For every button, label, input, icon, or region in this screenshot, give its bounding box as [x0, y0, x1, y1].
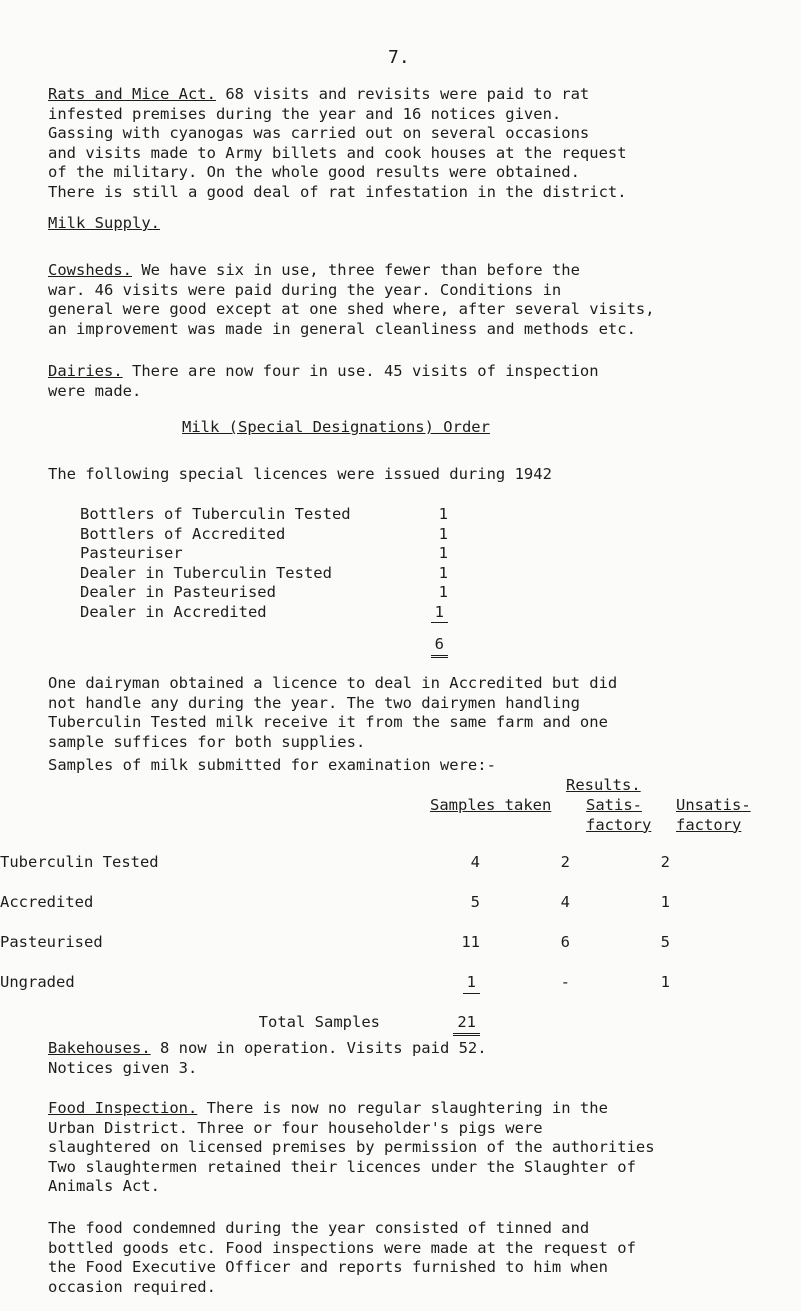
licence-row	[80, 525, 448, 545]
unsatisfactory-header-1: Unsatis-	[676, 796, 751, 814]
sample-row	[0, 973, 670, 1013]
licence-total-row	[80, 623, 448, 658]
rats-line: of the military. On the whole good results were obtained.	[48, 163, 580, 181]
bakehouses-line: Notices given 3.	[48, 1058, 198, 1077]
rats-line: infested premises during the year and 16 notices given.	[48, 104, 562, 123]
samples-intro: Samples of milk submitted for examination were:-	[48, 756, 496, 774]
sample-total-label: Total Samples	[258, 1013, 380, 1031]
sample-unsatisfactory: 5	[660, 933, 670, 951]
sample-type: Tuberculin Tested	[0, 853, 159, 871]
licence-count: 1	[438, 544, 448, 562]
designations-note	[48, 674, 778, 752]
designations-heading: Milk (Special Designations) Order	[182, 418, 490, 436]
licence-count: 1	[438, 583, 448, 601]
food-para2-line: occasion required.	[48, 1277, 216, 1296]
food-para2-line: bottled goods etc. Food inspections were made at the request of	[48, 1238, 636, 1257]
designations-intro-block	[48, 465, 778, 485]
dairies-heading: Dairies.	[48, 362, 123, 380]
rats-line: 68 visits and revisits were paid to rat	[215, 85, 590, 103]
food-para2-line: the Food Executive Officer and reports furnished to him when	[48, 1258, 608, 1276]
samples-taken-header: Samples taken	[430, 796, 552, 814]
licence-row	[80, 564, 448, 584]
food-line: Urban District. Three or four householder's pigs were	[48, 1118, 543, 1137]
licence-count: 1	[438, 563, 448, 582]
sample-row	[0, 893, 670, 933]
food-line: There is now no regular slaughtering in the	[197, 1099, 608, 1117]
sample-satisfactory: -	[560, 973, 570, 991]
food-para2-line: The food condemned during the year consisted of tinned and	[48, 1219, 590, 1237]
sample-unsatisfactory: 1	[660, 973, 670, 991]
licence-row	[80, 583, 448, 603]
rats-line: Gassing with cyanogas was carried out on several occasions	[48, 124, 590, 142]
sample-type: Pasteurised	[0, 933, 103, 951]
licence-name: Dealer in Pasteurised	[80, 583, 276, 601]
sample-type: Accredited	[0, 893, 94, 911]
designations-intro: The following special licences were issued during 1942	[48, 465, 552, 483]
milk-supply-heading: Milk Supply.	[48, 214, 160, 232]
page-number: 7.	[388, 47, 410, 68]
cowsheds-line: war. 46 visits were paid during the year. Conditions in	[48, 280, 562, 299]
bakehouses-heading: Bakehouses.	[48, 1039, 151, 1057]
dairies-line: There are now four in use. 45 visits of inspection	[122, 362, 599, 380]
rats-section	[48, 85, 778, 202]
sample-satisfactory: 2	[560, 853, 570, 871]
licence-name: Bottlers of Tuberculin Tested	[80, 505, 351, 523]
satisfactory-header-1: Satis-	[586, 796, 642, 814]
cowsheds-heading: Cowsheds.	[48, 261, 132, 279]
milk-supply-section	[48, 214, 778, 234]
sample-unsatisfactory: 1	[660, 893, 670, 911]
licence-count: 1	[438, 524, 448, 543]
samples-table	[0, 853, 730, 1053]
cowsheds-section	[48, 261, 778, 339]
cowsheds-line: an improvement was made in general cleanliness and methods etc.	[48, 319, 636, 338]
food-para2	[48, 1219, 778, 1297]
dairies-section	[48, 362, 778, 401]
designations-note-line: sample suffices for both supplies.	[48, 732, 366, 751]
bakehouses-line: 8 now in operation. Visits paid 52.	[150, 1039, 487, 1057]
sample-taken: 5	[470, 893, 480, 911]
sample-unsatisfactory: 2	[660, 853, 670, 871]
licence-row	[80, 603, 448, 624]
licence-name: Pasteuriser	[80, 544, 183, 562]
designations-section	[182, 418, 801, 438]
sample-taken: 11	[461, 933, 480, 951]
licence-row	[80, 505, 448, 525]
rats-heading: Rats and Mice Act.	[48, 85, 216, 103]
bakehouses-section	[48, 1039, 778, 1078]
food-line: Two slaughtermen retained their licences under the Slaughter of	[48, 1157, 636, 1176]
food-line: Animals Act.	[48, 1177, 160, 1195]
sample-col-unsatisfactory	[676, 796, 801, 835]
licences-list	[80, 505, 801, 658]
results-heading: Results.	[566, 776, 641, 794]
sample-total: 21	[453, 1013, 480, 1036]
rats-line: There is still a good deal of rat infestation in the district.	[48, 182, 627, 201]
rats-line: and visits made to Army billets and cook houses at the request	[48, 143, 627, 162]
licence-total: 6	[431, 635, 448, 658]
dairies-line: were made.	[48, 381, 142, 400]
licence-name: Dealer in Tuberculin Tested	[80, 563, 332, 582]
sample-type: Ungraded	[0, 973, 75, 991]
food-section	[48, 1099, 778, 1197]
licence-name: Bottlers of Accredited	[80, 524, 286, 543]
designations-note-line: One dairyman obtained a licence to deal in Accredited but did	[48, 674, 618, 692]
sample-satisfactory: 6	[560, 933, 570, 951]
food-heading: Food Inspection.	[48, 1099, 198, 1117]
unsatisfactory-header-2: factory	[676, 815, 742, 834]
samples-intro-block	[48, 756, 778, 776]
licence-row	[80, 544, 448, 564]
licence-count: 1	[438, 505, 448, 523]
sample-row	[0, 933, 670, 973]
sample-taken: 1	[463, 973, 480, 994]
sample-taken: 4	[470, 853, 480, 871]
food-line: slaughtered on licensed premises by permission of the authorities	[48, 1138, 655, 1156]
cowsheds-line: We have six in use, three fewer than before the	[132, 261, 580, 279]
licence-name: Dealer in Accredited	[80, 603, 267, 621]
satisfactory-header-2: factory	[586, 815, 652, 834]
cowsheds-line: general were good except at one shed where, after several visits,	[48, 300, 655, 318]
sample-satisfactory: 4	[560, 893, 570, 911]
licence-count: 1	[431, 603, 448, 624]
designations-note-line: not handle any during the year. The two dairymen handling	[48, 693, 580, 712]
results-heading-block	[566, 776, 801, 796]
sample-row	[0, 853, 670, 893]
designations-note-line: Tuberculin Tested milk receive it from the same farm and one	[48, 713, 608, 731]
